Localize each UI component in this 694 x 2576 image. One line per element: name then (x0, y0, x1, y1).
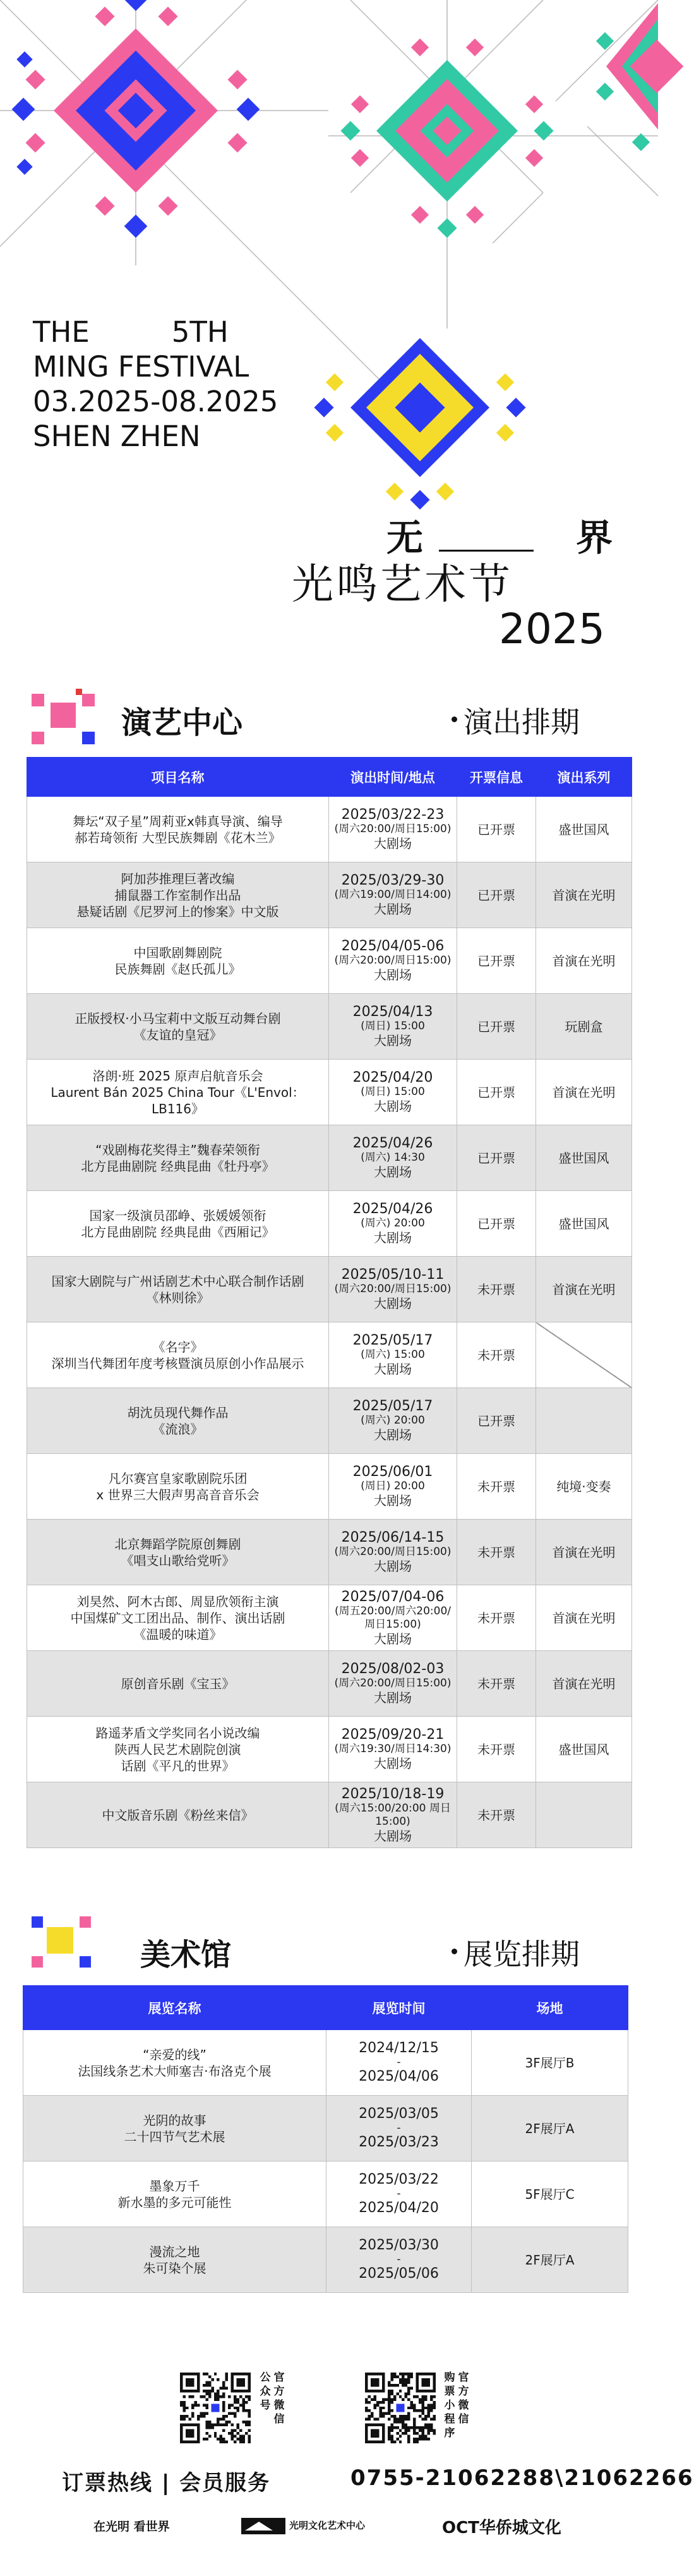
time-venue-cell (329, 1060, 457, 1125)
table-row (27, 928, 632, 994)
ticket-status-cell: 未开票 (457, 1585, 536, 1651)
show-date: 2025/04/26 (352, 1201, 433, 1217)
logo-oct-culture: OCT华侨城文化 (442, 2519, 561, 2537)
exhibition-time-cell (326, 2227, 472, 2293)
show-date: 2025/04/05-06 (341, 938, 445, 954)
project-name-line: x 世界三大假声男高音音乐会 (96, 1487, 260, 1503)
exhibition-name-line: “亲爱的线” (143, 2047, 206, 2062)
header-exhibition-time: 展览时间 (326, 1986, 472, 2030)
table-row (27, 1191, 632, 1257)
show-date: 2025/07/04-06 (341, 1588, 445, 1605)
series-cell: 纯境·变奏 (536, 1454, 632, 1520)
qr1-label-2: 官 方 微 信 (273, 2371, 285, 2426)
series-cell: 首演在光明 (536, 1651, 632, 1717)
project-name-cell (27, 994, 329, 1060)
ticket-status-cell: 已开票 (457, 1191, 536, 1257)
project-name-cell (27, 1651, 329, 1717)
logo-see-world: 在光明 看世界 (93, 2520, 170, 2534)
show-venue: 大剧场 (374, 1296, 412, 1311)
performance-title: 演艺中心 (121, 705, 243, 741)
project-name-line: 路遥茅盾文学奖同名小说改编 (95, 1725, 260, 1741)
table-row (27, 862, 632, 928)
table-header-row (27, 758, 632, 797)
festival-line-1: THE 5TH (33, 315, 229, 349)
table-header-row (23, 1986, 628, 2030)
ticket-status-cell: 未开票 (457, 1257, 536, 1322)
project-name-line: 刘昊然、阿木古郎、周显欣领衔主演 (76, 1593, 279, 1609)
project-name-line: 北京舞蹈学院原创舞剧 (114, 1536, 241, 1552)
time-venue-cell (329, 1322, 457, 1388)
project-name-line: 阿加莎推理巨著改编 (121, 871, 235, 886)
show-sub: (周六20:00/周日15:00) (334, 954, 452, 967)
performance-subtitle: 演出排期 (452, 708, 580, 737)
time-venue-cell (329, 1782, 457, 1848)
table-row (27, 1585, 632, 1651)
qr2-label-1: 购 票 小 程 序 (444, 2371, 455, 2440)
ticket-status-cell: 已开票 (457, 862, 536, 928)
show-venue: 大剧场 (374, 967, 412, 983)
table-row (27, 1125, 632, 1191)
project-name-cell (27, 1717, 329, 1782)
qr1-label-1: 公 众 号 (260, 2371, 271, 2412)
exhibition-name-line: 光阴的故事 (143, 2112, 206, 2128)
show-venue: 大剧场 (374, 1427, 412, 1442)
performance-schedule-table (27, 757, 632, 1848)
show-sub: (周六19:00/周日14:00) (334, 888, 452, 901)
series-cell: 盛世国风 (536, 1717, 632, 1782)
table-row (27, 1717, 632, 1782)
project-name-line: 中文版音乐剧《粉丝来信》 (102, 1807, 254, 1823)
project-name-line: 中国歌剧舞剧院 (133, 945, 222, 960)
show-venue: 大剧场 (374, 1690, 412, 1705)
exhibition-time-cell (326, 2030, 472, 2096)
museum-subtitle: 展览排期 (452, 1940, 580, 1969)
show-sub: (周六20:00/周日15:00) (334, 1283, 452, 1295)
show-sub: (周六19:30/周日14:30) (334, 1743, 452, 1755)
ticket-status-cell: 未开票 (457, 1651, 536, 1717)
show-date: 2025/05/10-11 (341, 1267, 445, 1283)
ticket-status-cell: 未开票 (457, 1454, 536, 1520)
time-venue-cell (329, 1520, 457, 1585)
show-date: 2025/06/14-15 (341, 1530, 445, 1545)
table-row (27, 797, 632, 862)
show-venue: 大剧场 (374, 1230, 412, 1245)
project-name-line: 民族舞剧《赵氏孤儿》 (114, 961, 241, 977)
project-name-line: 国家一级演员邵峥、张媛媛领衔 (89, 1207, 266, 1223)
project-name-cell (27, 1454, 329, 1520)
exhibition-end: 2025/04/06 (359, 2069, 439, 2084)
exhibition-start: 2025/03/05 (359, 2106, 439, 2122)
show-venue: 大剧场 (374, 1493, 412, 1508)
project-name-line: 舞坛“双子星”周莉亚x韩真导演、编导 (73, 813, 283, 829)
pattern-yellow-blue (314, 338, 525, 510)
time-venue-cell (329, 1454, 457, 1520)
museum-section-icon (27, 1913, 102, 1983)
title-blank-line (439, 550, 534, 552)
project-name-line: 国家大剧院与广州话剧艺术中心联合制作话剧 (51, 1273, 304, 1289)
series-cell: 玩剧盒 (536, 994, 632, 1060)
exhibition-venue-cell: 5F展厅C (472, 2162, 628, 2227)
header-exhibition-venue: 场地 (472, 1986, 628, 2030)
ticket-status-cell: 已开票 (457, 1125, 536, 1191)
time-venue-cell (329, 994, 457, 1060)
bullet-dot (452, 1949, 457, 1954)
project-name-line: Laurent Bán 2025 China Tour《L'Envol：LB116》 (51, 1084, 305, 1116)
project-name-cell (27, 1782, 329, 1848)
show-sub: (周五20:00/周六20:00/周日15:00) (334, 1604, 452, 1631)
project-name-line: 原创音乐剧《宝玉》 (121, 1676, 235, 1691)
hotline-label: 订票热线 | 会员服务 (62, 2470, 271, 2496)
date-separator: - (397, 2253, 401, 2266)
project-name-line: 《流浪》 (152, 1421, 203, 1437)
festival-line-3: 03.2025-08.2025 (33, 385, 278, 418)
table-row (27, 1322, 632, 1388)
table-row (23, 2162, 628, 2227)
show-date: 2025/09/20-21 (341, 1727, 445, 1743)
project-name-cell (27, 797, 329, 862)
header-time-venue: 演出时间/地点 (329, 758, 457, 797)
exhibition-name-cell (23, 2227, 326, 2293)
exhibition-name-cell (23, 2162, 326, 2227)
show-sub: (周六) 15:00 (361, 1348, 425, 1361)
table-row (27, 1454, 632, 1520)
project-name-line: 《名字》 (152, 1339, 203, 1355)
exhibition-start: 2025/03/30 (359, 2237, 439, 2253)
table-row (27, 1782, 632, 1848)
show-sub: (周日) 15:00 (361, 1020, 425, 1032)
project-name-cell (27, 1520, 329, 1585)
show-sub: (周六) 20:00 (361, 1414, 425, 1427)
time-venue-cell (329, 1717, 457, 1782)
ticket-status-cell: 已开票 (457, 1060, 536, 1125)
hotline-numbers[interactable]: 0755-21062288\21062266 (350, 2465, 694, 2491)
official-account-qr-code[interactable] (180, 2373, 251, 2443)
show-sub: (周六) 14:30 (361, 1151, 425, 1164)
exhibition-venue-cell: 2F展厅A (472, 2096, 628, 2162)
series-cell (536, 1322, 632, 1388)
qr2-label-2: 官 方 微 信 (458, 2371, 469, 2426)
exhibition-time-cell (326, 2096, 472, 2162)
exhibition-name-cell (23, 2096, 326, 2162)
series-cell: 盛世国风 (536, 1191, 632, 1257)
exhibition-venue-cell: 3F展厅B (472, 2030, 628, 2096)
exhibition-name-line: 新水墨的多元可能性 (117, 2194, 232, 2210)
show-venue: 大剧场 (374, 1756, 412, 1771)
series-cell: 首演在光明 (536, 862, 632, 928)
hero-banner (0, 0, 658, 682)
table-row (27, 1257, 632, 1322)
show-sub: (周六20:00/周日15:00) (334, 1545, 452, 1558)
project-name-cell (27, 928, 329, 994)
series-cell (536, 1388, 632, 1454)
show-sub: (周日) 15:00 (361, 1085, 425, 1098)
project-name-cell (27, 1585, 329, 1651)
project-name-line: 《林则徐》 (146, 1290, 210, 1305)
series-cell: 首演在光明 (536, 1257, 632, 1322)
show-date: 2025/08/02-03 (341, 1661, 445, 1677)
project-name-cell (27, 1060, 329, 1125)
guangming-center-logo-icon (241, 2518, 285, 2534)
ticket-miniprogram-qr-code[interactable] (365, 2373, 436, 2443)
performance-section-icon (27, 689, 102, 758)
show-sub: (周六20:00/周日15:00) (334, 823, 452, 835)
exhibition-name-line: 墨象万千 (149, 2178, 200, 2194)
ticket-status-cell: 已开票 (457, 994, 536, 1060)
time-venue-cell (329, 1585, 457, 1651)
project-name-line: 《唱支山歌给党听》 (121, 1552, 235, 1568)
project-name-line: 郝若琦领衔 大型民族舞剧《花木兰》 (75, 830, 281, 845)
project-name-cell (27, 1322, 329, 1388)
show-venue: 大剧场 (374, 1828, 412, 1844)
project-name-cell (27, 1191, 329, 1257)
project-name-line: 洛朗·班 2025 原声启航音乐会 (92, 1068, 263, 1084)
logo-guangming-center: 光明文化艺术中心 (289, 2520, 366, 2531)
show-date: 2025/10/18-19 (341, 1786, 445, 1802)
festival-line-2: MING FESTIVAL (33, 350, 249, 384)
time-venue-cell (329, 928, 457, 994)
show-date: 2025/03/29-30 (341, 873, 445, 888)
series-cell: 盛世国风 (536, 797, 632, 862)
title-wu: 无 (386, 516, 424, 559)
series-cell: 首演在光明 (536, 1585, 632, 1651)
series-cell (536, 1782, 632, 1848)
exhibition-end: 2025/04/20 (359, 2200, 439, 2216)
project-name-line: 话剧《平凡的世界》 (121, 1758, 235, 1774)
project-name-line: 中国煤矿文工团出品、制作、演出话剧 (70, 1610, 285, 1626)
exhibition-name-line: 二十四节气艺术展 (124, 2129, 225, 2144)
table-row (23, 2096, 628, 2162)
show-venue: 大剧场 (374, 1033, 412, 1048)
time-venue-cell (329, 1388, 457, 1454)
project-name-line: 捕鼠器工作室制作出品 (114, 887, 241, 903)
time-venue-cell (329, 1191, 457, 1257)
project-name-line: 陕西人民艺术剧院创演 (114, 1741, 241, 1757)
time-venue-cell (329, 862, 457, 928)
time-venue-cell (329, 797, 457, 862)
project-name-line: 《友谊的皇冠》 (133, 1027, 222, 1043)
ticket-status-cell: 未开票 (457, 1322, 536, 1388)
show-date: 2025/06/01 (352, 1464, 433, 1480)
show-date: 2025/05/17 (352, 1398, 433, 1414)
header-project-name: 项目名称 (27, 758, 329, 797)
show-venue: 大剧场 (374, 836, 412, 851)
show-venue: 大剧场 (374, 902, 412, 917)
project-name-line: 正版授权·小马宝莉中文版互动舞台剧 (75, 1010, 281, 1026)
project-name-line: 《温暖的味道》 (133, 1626, 222, 1642)
show-venue: 大剧场 (374, 1099, 412, 1114)
exhibition-end: 2025/03/23 (359, 2134, 439, 2150)
project-name-cell (27, 1125, 329, 1191)
project-name-cell (27, 862, 329, 928)
series-cell: 首演在光明 (536, 1520, 632, 1585)
header-series: 演出系列 (536, 758, 632, 797)
exhibition-name-line: 朱可染个展 (143, 2260, 206, 2276)
project-name-line: 悬疑话剧《尼罗河上的惨案》中文版 (76, 904, 279, 919)
table-row (23, 2030, 628, 2096)
show-date: 2025/04/13 (352, 1004, 433, 1020)
table-row (27, 1060, 632, 1125)
exhibition-end: 2025/05/06 (359, 2266, 439, 2282)
project-name-line: 胡沈员现代舞作品 (127, 1405, 229, 1420)
museum-title: 美术馆 (140, 1937, 232, 1973)
show-date: 2025/05/17 (352, 1333, 433, 1348)
project-name-line: “戏剧梅花奖得主”魏春荣领衔 (95, 1142, 260, 1158)
table-row (27, 1520, 632, 1585)
exhibition-name-line: 法国线条艺术大师塞吉·布洛克个展 (78, 2063, 272, 2079)
exhibition-schedule-table (23, 1985, 628, 2293)
show-sub: (周六) 20:00 (361, 1217, 425, 1230)
time-venue-cell (329, 1125, 457, 1191)
series-cell: 盛世国风 (536, 1125, 632, 1191)
date-separator: - (397, 2056, 401, 2069)
project-name-line: 北方昆曲剧院 经典昆曲《西厢记》 (81, 1224, 275, 1240)
table-row (27, 1651, 632, 1717)
header-ticket-info: 开票信息 (457, 758, 536, 797)
show-venue: 大剧场 (374, 1164, 412, 1180)
ticket-status-cell: 已开票 (457, 928, 536, 994)
time-venue-cell (329, 1651, 457, 1717)
date-separator: - (397, 2122, 401, 2134)
bullet-dot (452, 717, 457, 722)
series-cell: 首演在光明 (536, 928, 632, 994)
exhibition-name-line: 漫流之地 (149, 2244, 200, 2259)
show-sub: (周六15:00/20:00 周日15:00) (335, 1801, 451, 1828)
show-venue: 大剧场 (374, 1631, 412, 1647)
series-cell: 首演在光明 (536, 1060, 632, 1125)
exhibition-time-cell (326, 2162, 472, 2227)
title-year: 2025 (499, 605, 605, 653)
show-venue: 大剧场 (374, 1559, 412, 1574)
table-row (23, 2227, 628, 2293)
show-sub: (周六20:00/周日15:00) (334, 1677, 452, 1690)
pattern-teal-edge (596, 3, 684, 151)
exhibition-start: 2025/03/22 (359, 2172, 439, 2187)
project-name-cell (27, 1257, 329, 1322)
show-sub: (周日) 20:00 (361, 1480, 425, 1492)
ticket-status-cell: 未开票 (457, 1782, 536, 1848)
show-venue: 大剧场 (374, 1362, 412, 1377)
date-separator: - (397, 2187, 401, 2200)
ticket-status-cell: 已开票 (457, 797, 536, 862)
header-exhibition-name: 展览名称 (23, 1986, 326, 2030)
exhibition-name-cell (23, 2030, 326, 2096)
ticket-status-cell: 未开票 (457, 1520, 536, 1585)
show-date: 2025/04/26 (352, 1135, 433, 1151)
show-date: 2025/03/22-23 (341, 807, 445, 823)
project-name-line: 北方昆曲剧院 经典昆曲《牡丹亭》 (81, 1158, 275, 1174)
table-row (27, 1388, 632, 1454)
project-name-line: 深圳当代舞团年度考核暨演员原创小作品展示 (51, 1355, 304, 1371)
exhibition-venue-cell: 2F展厅A (472, 2227, 628, 2293)
ticket-status-cell: 已开票 (457, 1388, 536, 1454)
project-name-line: 凡尔赛宫皇家歌剧院乐团 (108, 1470, 248, 1486)
show-date: 2025/04/20 (352, 1070, 433, 1085)
exhibition-start: 2024/12/15 (359, 2040, 439, 2056)
title-festival-name: 光鸣艺术节 (292, 560, 513, 608)
title-jie: 界 (576, 516, 613, 559)
time-venue-cell (329, 1257, 457, 1322)
project-name-cell (27, 1388, 329, 1454)
table-row (27, 994, 632, 1060)
ticket-status-cell: 未开票 (457, 1717, 536, 1782)
festival-line-4: SHEN ZHEN (33, 420, 201, 453)
